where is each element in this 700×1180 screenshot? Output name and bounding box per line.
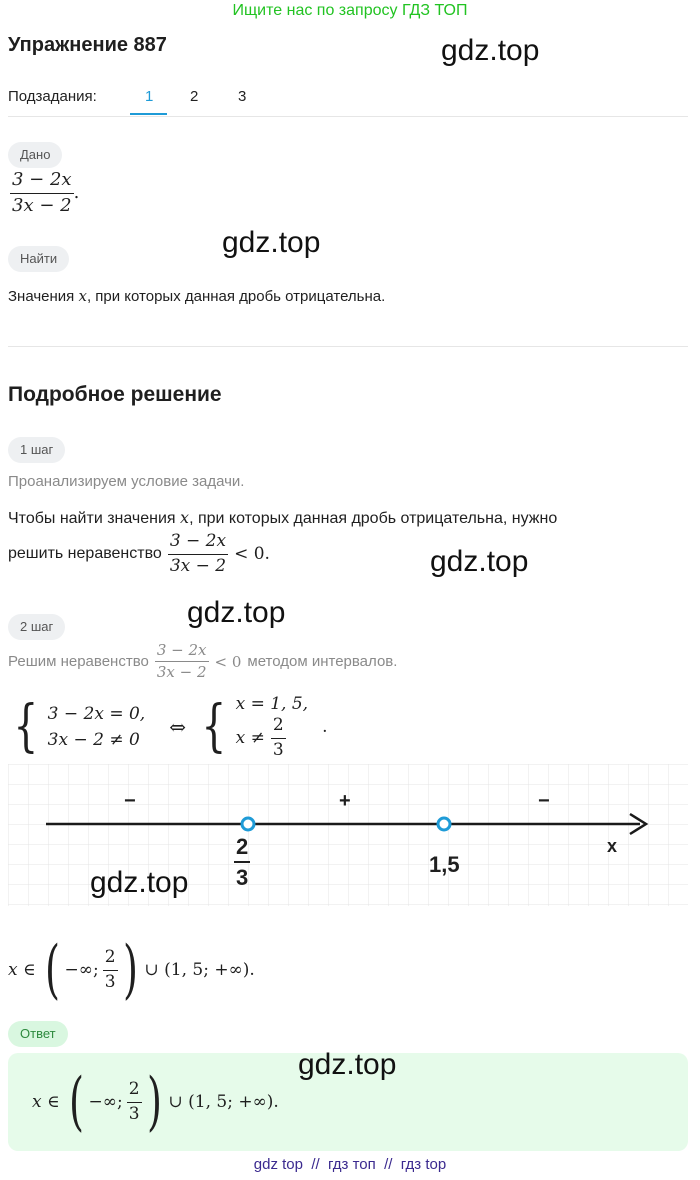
step1-badge: 1 шаг (8, 437, 65, 463)
sign-left: − (124, 790, 136, 812)
subtask-tab-1[interactable]: 1 (145, 88, 154, 105)
watermark: gdz.top (441, 34, 540, 67)
find-badge: Найти (8, 246, 69, 272)
step1-line2: решить неравенство $\frac{3 - 2x}{3x - 2}$ < 0. (8, 531, 270, 576)
sign-right: − (538, 790, 550, 812)
step2-muted-line: Решим неравенство $\frac{3 - 2x}{3x - 2}$ < 0 методом интервалов. (8, 641, 398, 682)
given-numerator: 3 − 2x (12, 169, 72, 190)
watermark: gdz.top (90, 866, 189, 899)
watermark: gdz.top (222, 226, 321, 259)
system-right: { x = 1, 5, x ≠ $\frac{2}{3}$ (201, 694, 309, 760)
answer-badge: Ответ (8, 1021, 68, 1047)
given-fraction (10, 170, 79, 216)
subtask-tab-2[interactable]: 2 (190, 88, 199, 105)
step2-badge: 2 шаг (8, 614, 65, 640)
subtask-tab-active-underline (130, 113, 167, 115)
interval-result: x ∈ ( −∞; $\frac{2}{3}$ ) ∪ (1, 5; +∞). (8, 933, 255, 1007)
given-denominator: 3x − 2 (12, 194, 72, 216)
find-text: Значения x, при которых данная дробь отрицательна. (8, 287, 386, 305)
subtasks-divider (8, 116, 688, 117)
section-divider (8, 346, 688, 347)
axis-label-x: x (607, 836, 618, 856)
answer-formula: x ∈ ( −∞; $\frac{2}{3}$ ) ∪ (1, 5; +∞). (32, 1065, 279, 1139)
subtasks-label: Подзадания: (8, 88, 97, 105)
watermark: gdz.top (187, 596, 286, 629)
point-one-half-label: 1,5 (429, 852, 460, 877)
solution-title: Подробное решение (8, 383, 222, 406)
given-badge: Дано (8, 142, 62, 168)
watermark: gdz.top (298, 1048, 397, 1081)
subtask-tab-3[interactable]: 3 (238, 88, 247, 105)
step1-line1: Чтобы найти значения x, при которых данная дробь отрицательна, нужно (8, 508, 558, 527)
equivalence-symbol: ⇔ (169, 715, 186, 740)
footer-links[interactable]: gdz top // гдз топ // гдз top (253, 1156, 447, 1173)
sign-middle: + (339, 790, 351, 812)
step1-muted-text: Проанализируем условие задачи. (8, 473, 245, 490)
point-two-thirds-label: $\frac{2}{3}$ (236, 834, 249, 891)
page-title: Упражнение 887 (8, 34, 167, 56)
watermark: gdz.top (430, 545, 529, 578)
system-left: { 3 − 2x = 0, 3x − 2 ≠ 0 (13, 694, 146, 760)
equation-system: { 3 − 2x = 0, 3x − 2 ≠ 0 ⇔ { x = 1, 5, x ≠ $\frac{2}{3}$ . (8, 694, 327, 760)
promo-banner: Ищите нас по запросу ГДЗ ТОП (232, 2, 468, 19)
given-period: . (73, 182, 80, 204)
